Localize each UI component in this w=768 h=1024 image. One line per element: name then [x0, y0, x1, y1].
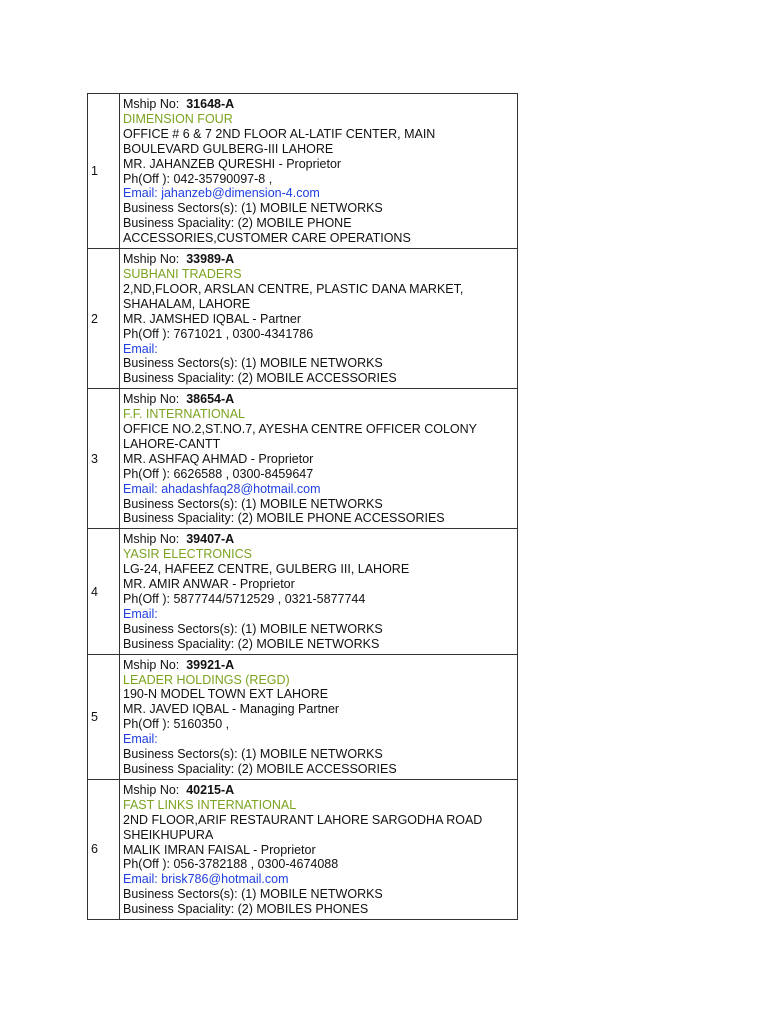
address-line: OFFICE # 6 & 7 2ND FLOOR AL-LATIF CENTER, MAIN [123, 126, 436, 141]
contact-person: MR. ASHFAQ AHMAD - Proprietor [123, 451, 314, 466]
mship-number: 40215-A [186, 782, 235, 797]
address-block [123, 422, 515, 452]
address-line: LAHORE-CANTT [123, 436, 221, 451]
address-block [123, 282, 515, 312]
address-block [123, 562, 515, 577]
members-table [87, 93, 518, 920]
business-sectors: Business Sectors(s): (1) MOBILE NETWORKS [123, 201, 383, 216]
business-speciality-line: Business Spaciality: (2) MOBILE ACCESSORIES [123, 761, 397, 776]
mship-line [123, 658, 515, 673]
company-name: FAST LINKS INTERNATIONAL [123, 797, 297, 812]
email-line[interactable]: Email: jahanzeb@dimension-4.com [123, 186, 320, 201]
business-speciality-line: Business Spaciality: (2) MOBILE PHONE ACCESSORIES [123, 511, 445, 526]
contact-person: MR. JAMSHED IQBAL - Partner [123, 311, 302, 326]
business-sectors: Business Sectors(s): (1) MOBILE NETWORKS [123, 887, 383, 902]
mship-label: Mship No: [123, 97, 180, 111]
address-line: LG-24, HAFEEZ CENTRE, GULBERG III, LAHORE [123, 562, 410, 577]
member-index: 2 [88, 249, 120, 389]
mship-label: Mship No: [123, 392, 180, 407]
mship-number: 39407-A [186, 532, 235, 547]
mship-label: Mship No: [123, 532, 180, 547]
member-details [120, 654, 518, 779]
phone-line: Ph(Off ): 042-35790097-8 , [123, 171, 273, 186]
business-speciality-block [123, 511, 515, 526]
business-sectors: Business Sectors(s): (1) MOBILE NETWORKS [123, 496, 383, 511]
member-row [88, 389, 518, 529]
address-line: SHAHALAM, LAHORE [123, 296, 251, 311]
business-speciality-block [123, 902, 515, 917]
address-line: 2ND FLOOR,ARIF RESTAURANT LAHORE SARGODHA ROAD [123, 812, 483, 827]
member-index: 6 [88, 779, 120, 919]
member-row [88, 529, 518, 654]
mship-label: Mship No: [123, 657, 180, 672]
business-speciality-line: Business Spaciality: (2) MOBILES PHONES [123, 902, 369, 917]
address-line: 190-N MODEL TOWN EXT LAHORE [123, 687, 329, 702]
phone-line: Ph(Off ): 5160350 , [123, 717, 230, 732]
business-speciality-line: Business Spaciality: (2) MOBILE ACCESSORIES [123, 371, 397, 386]
phone-line: Ph(Off ): 6626588 , 0300-8459647 [123, 466, 314, 481]
mship-line [123, 532, 515, 547]
member-details [120, 249, 518, 389]
mship-number: 31648-A [186, 97, 235, 111]
address-line: BOULEVARD GULBERG-III LAHORE [123, 141, 334, 156]
company-name: DIMENSION FOUR [123, 111, 233, 126]
member-details [120, 389, 518, 529]
email-line[interactable]: Email: ahadashfaq28@hotmail.com [123, 481, 321, 496]
email-line[interactable]: Email: brisk786@hotmail.com [123, 872, 289, 887]
mship-line [123, 783, 515, 798]
email-line[interactable]: Email: [123, 341, 158, 356]
member-details [120, 779, 518, 919]
address-block [123, 687, 515, 702]
address-block [123, 813, 515, 843]
company-name: F.F. INTERNATIONAL [123, 407, 246, 422]
email-line[interactable]: Email: [123, 732, 158, 747]
member-index: 4 [88, 529, 120, 654]
company-name: YASIR ELECTRONICS [123, 547, 252, 562]
business-speciality-line: Business Spaciality: (2) MOBILE NETWORKS [123, 636, 380, 651]
business-sectors: Business Sectors(s): (1) MOBILE NETWORKS [123, 356, 383, 371]
company-name: LEADER HOLDINGS (REGD) [123, 672, 290, 687]
business-sectors: Business Sectors(s): (1) MOBILE NETWORKS [123, 747, 383, 762]
member-index: 1 [88, 94, 120, 249]
contact-person: MR. JAHANZEB QURESHI - Proprietor [123, 156, 342, 171]
phone-line: Ph(Off ): 5877744/5712529 , 0321-5877744 [123, 592, 366, 606]
member-index: 5 [88, 654, 120, 779]
contact-person: MR. JAVED IQBAL - Managing Partner [123, 702, 340, 717]
member-row [88, 654, 518, 779]
mship-number: 38654-A [186, 392, 235, 407]
address-line: OFFICE NO.2,ST.NO.7, AYESHA CENTRE OFFICER COLONY [123, 422, 477, 437]
mship-number: 39921-A [186, 657, 235, 672]
business-speciality-block [123, 216, 515, 246]
contact-person: MALIK IMRAN FAISAL - Proprietor [123, 842, 316, 857]
contact-person: MR. AMIR ANWAR - Proprietor [123, 577, 295, 592]
mship-label: Mship No: [123, 252, 180, 267]
member-details [120, 94, 518, 249]
address-line: 2,ND,FLOOR, ARSLAN CENTRE, PLASTIC DANA MARKET, [123, 281, 464, 296]
mship-number: 33989-A [186, 252, 235, 267]
member-index: 3 [88, 389, 120, 529]
member-details [120, 529, 518, 654]
phone-line: Ph(Off ): 056-3782188 , 0300-4674088 [123, 857, 339, 872]
business-speciality-line: ACCESSORIES,CUSTOMER CARE OPERATIONS [123, 231, 411, 246]
business-speciality-block [123, 371, 515, 386]
mship-line [123, 392, 515, 407]
business-speciality-block [123, 637, 515, 652]
member-row [88, 249, 518, 389]
email-line[interactable]: Email: [123, 606, 158, 621]
mship-line [123, 252, 515, 267]
address-line: SHEIKHUPURA [123, 827, 214, 842]
company-name: SUBHANI TRADERS [123, 266, 242, 281]
business-speciality-line: Business Spaciality: (2) MOBILE PHONE [123, 216, 352, 231]
phone-line: Ph(Off ): 7671021 , 0300-4341786 [123, 326, 314, 341]
business-speciality-block [123, 762, 515, 777]
address-block [123, 127, 515, 157]
member-row [88, 779, 518, 919]
members-table-body [88, 94, 518, 920]
mship-line [123, 97, 515, 112]
member-row [88, 94, 518, 249]
business-sectors: Business Sectors(s): (1) MOBILE NETWORKS [123, 621, 383, 636]
mship-label: Mship No: [123, 782, 180, 797]
